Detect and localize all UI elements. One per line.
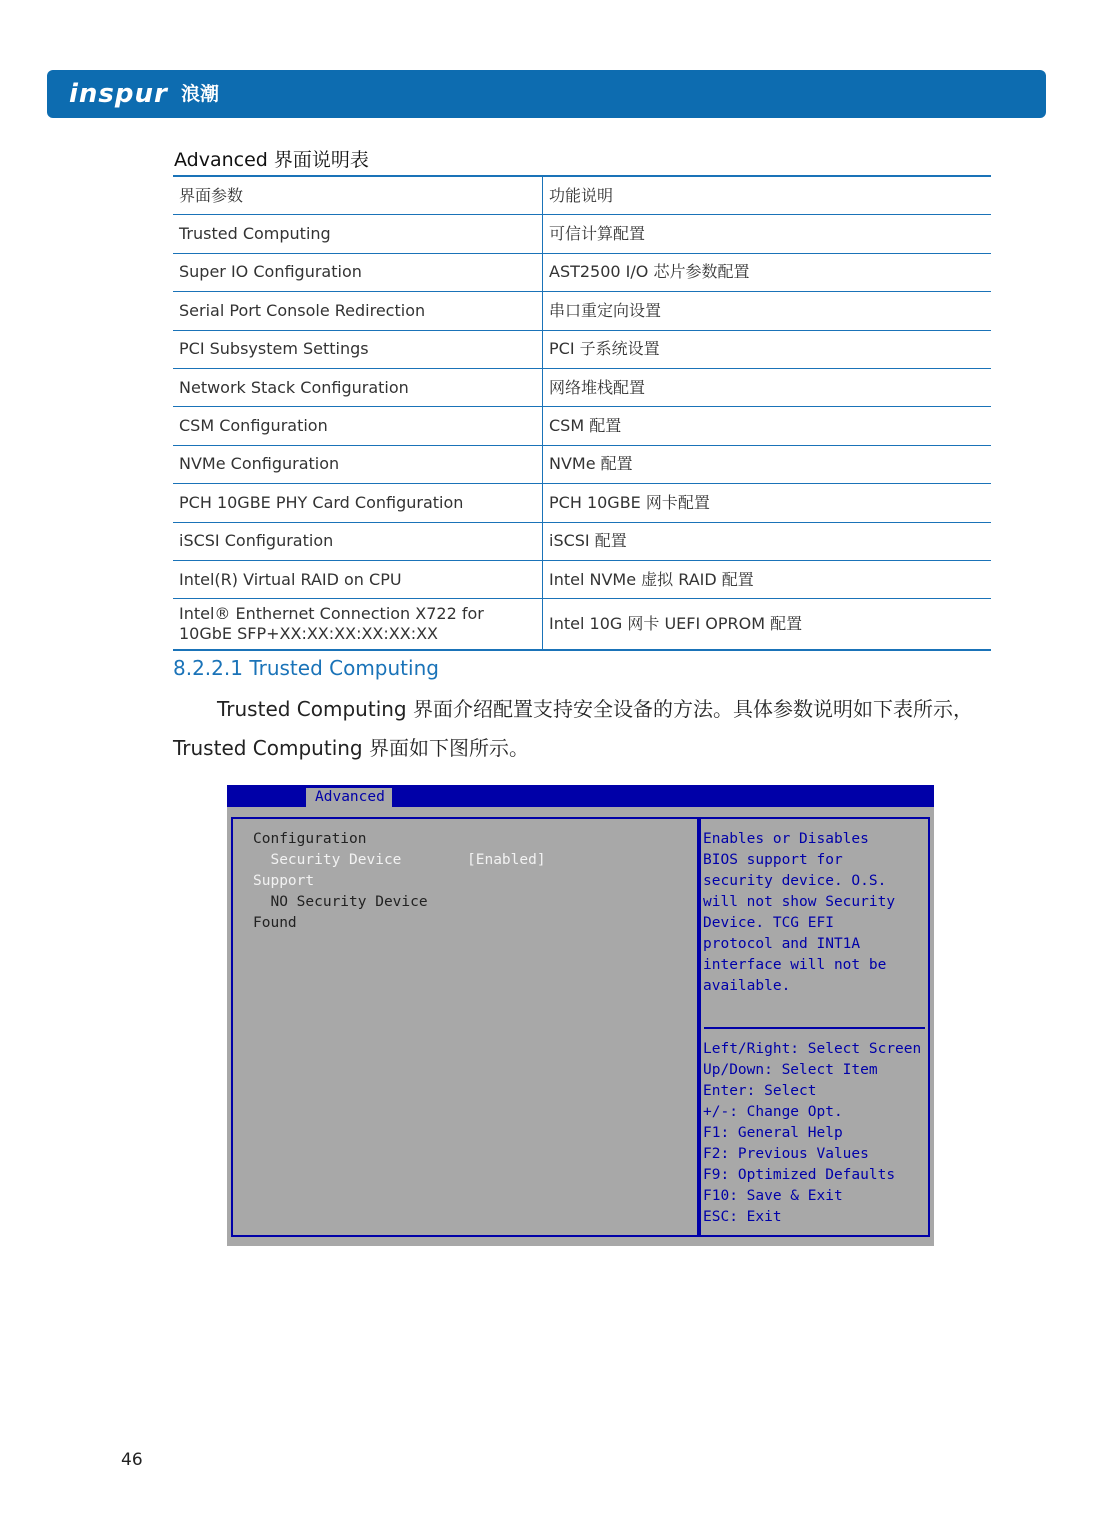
table-row bbox=[173, 215, 991, 253]
table-cell-param: 界面参数 bbox=[173, 176, 543, 215]
table-cell-param: Trusted Computing bbox=[173, 215, 543, 253]
tab-advanced[interactable]: Advanced bbox=[306, 788, 392, 807]
table-cell-param: Network Stack Configuration bbox=[173, 368, 543, 406]
table-cell-desc: iSCSI 配置 bbox=[543, 522, 992, 560]
help-line: available. bbox=[703, 978, 791, 994]
table-cell-desc: AST2500 I/O 芯片参数配置 bbox=[543, 253, 992, 291]
table-cell-desc: 可信计算配置 bbox=[543, 215, 992, 253]
table-row bbox=[173, 253, 991, 291]
bios-menu-line: Configuration bbox=[253, 831, 367, 847]
help-line: interface will not be bbox=[703, 957, 887, 973]
table-cell-param: Serial Port Console Redirection bbox=[173, 292, 543, 330]
table-caption: Advanced 界面说明表 bbox=[174, 149, 369, 171]
table-cell-desc: Intel NVMe 虚拟 RAID 配置 bbox=[543, 560, 992, 598]
bios-menu-line: Found bbox=[253, 915, 297, 931]
table-row bbox=[173, 445, 991, 483]
table-cell-param: PCH 10GBE PHY Card Configuration bbox=[173, 484, 543, 522]
bios-help-panel bbox=[699, 817, 930, 1237]
bios-screenshot bbox=[227, 785, 934, 1246]
advanced-param-table bbox=[173, 175, 991, 651]
key-help-line: Up/Down: Select Item bbox=[703, 1062, 878, 1078]
table-cell-desc: 功能说明 bbox=[543, 176, 992, 215]
table-cell-param: CSM Configuration bbox=[173, 407, 543, 445]
security-device-value[interactable]: [Enabled] bbox=[467, 852, 546, 868]
section-title: 8.2.2.1 Trusted Computing bbox=[173, 656, 439, 680]
table-row bbox=[173, 560, 991, 598]
table-cell-param bbox=[173, 599, 543, 651]
help-line: BIOS support for bbox=[703, 852, 843, 868]
key-help-line: F9: Optimized Defaults bbox=[703, 1167, 896, 1183]
table-row bbox=[173, 368, 991, 406]
security-device-setting[interactable]: Security Device bbox=[253, 852, 402, 868]
table-row bbox=[173, 599, 991, 651]
table-row bbox=[173, 176, 991, 215]
table-cell-desc: CSM 配置 bbox=[543, 407, 992, 445]
key-help-line: F10: Save & Exit bbox=[703, 1188, 843, 1204]
table-cell-param: NVMe Configuration bbox=[173, 445, 543, 483]
table-cell-param: Intel(R) Virtual RAID on CPU bbox=[173, 560, 543, 598]
header-bar bbox=[47, 70, 1046, 118]
table-cell-desc: PCH 10GBE 网卡配置 bbox=[543, 484, 992, 522]
table-cell-desc: 串口重定向设置 bbox=[543, 292, 992, 330]
table-cell-desc: NVMe 配置 bbox=[543, 445, 992, 483]
table-row bbox=[173, 522, 991, 560]
bios-menu-line: Support bbox=[253, 873, 315, 889]
inspur-logo: inspur bbox=[69, 79, 168, 109]
table-cell-param-line1: Intel® Enthernet Connection X722 for bbox=[179, 604, 484, 624]
table-row bbox=[173, 484, 991, 522]
page-number: 46 bbox=[121, 1450, 143, 1470]
table-row bbox=[173, 407, 991, 445]
help-line: Device. TCG EFI bbox=[703, 915, 834, 931]
help-line: security device. O.S. bbox=[703, 873, 887, 889]
key-help-line: +/-: Change Opt. bbox=[703, 1104, 843, 1120]
help-line: will not show Security bbox=[703, 894, 896, 910]
help-divider bbox=[704, 1027, 925, 1029]
bios-main-panel bbox=[231, 817, 699, 1237]
table-cell-param: Super IO Configuration bbox=[173, 253, 543, 291]
key-help-line: ESC: Exit bbox=[703, 1209, 782, 1225]
key-help-line: F1: General Help bbox=[703, 1125, 843, 1141]
key-help-line: F2: Previous Values bbox=[703, 1146, 869, 1162]
bios-menu-line: NO Security Device bbox=[253, 894, 428, 910]
key-help-line: Enter: Select bbox=[703, 1083, 817, 1099]
section-paragraph: Trusted Computing 界面介绍配置支持安全设备的方法。具体参数说明如下表所示，Trusted Computing 界面如下图所示。 bbox=[173, 697, 973, 760]
inspur-logo-cn: 浪潮 bbox=[181, 83, 220, 105]
table-cell-desc: Intel 10G 网卡 UEFI OPROM 配置 bbox=[543, 599, 992, 651]
table-row bbox=[173, 330, 991, 368]
table-cell-desc: PCI 子系统设置 bbox=[543, 330, 992, 368]
table-cell-param-line2: 10GbE SFP+XX:XX:XX:XX:XX:XX bbox=[179, 624, 439, 644]
help-line: protocol and INT1A bbox=[703, 936, 861, 952]
table-cell-param: iSCSI Configuration bbox=[173, 522, 543, 560]
help-line: Enables or Disables bbox=[703, 831, 869, 847]
table-row bbox=[173, 292, 991, 330]
table-cell-desc: 网络堆栈配置 bbox=[543, 368, 992, 406]
key-help-line: Left/Right: Select Screen bbox=[703, 1041, 922, 1057]
table-cell-param: PCI Subsystem Settings bbox=[173, 330, 543, 368]
bios-tab-bar bbox=[227, 785, 934, 807]
